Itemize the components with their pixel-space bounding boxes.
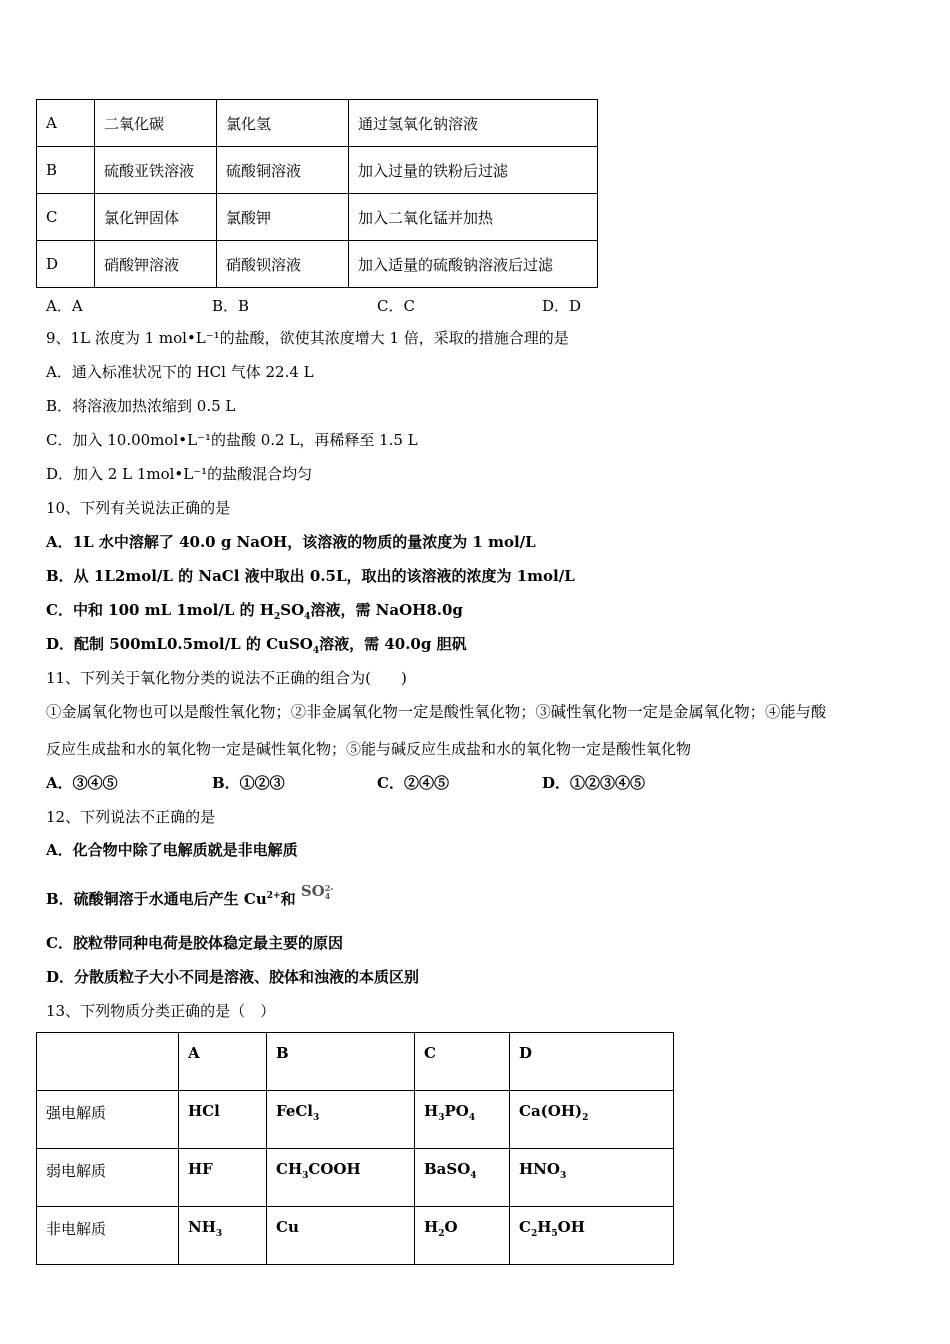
formula-cell xyxy=(415,1091,510,1149)
q12-option-c[interactable]: C．胶粒带同种电荷是胶体稳定最主要的原因 xyxy=(46,934,343,952)
formula-subscript: 3 xyxy=(559,1171,567,1181)
table-cell: 硝酸钾溶液 xyxy=(95,241,217,288)
q10-d-post: 溶液，需 40.0g 胆矾 xyxy=(319,635,467,653)
formula-cell xyxy=(510,1207,674,1265)
q8-option-c[interactable]: C．C xyxy=(377,297,415,315)
q11-option-c[interactable]: C．②④⑤ xyxy=(377,774,449,792)
formula-text: NH xyxy=(188,1218,216,1236)
table-cell: 加入过量的铁粉后过滤 xyxy=(349,147,598,194)
formula-cell xyxy=(510,1149,674,1207)
table-cell: 硫酸亚铁溶液 xyxy=(95,147,217,194)
q13-stem: 13、下列物质分类正确的是（ ） xyxy=(46,1002,276,1020)
table-header-cell xyxy=(37,1033,179,1091)
formula-text: HCl xyxy=(188,1102,220,1120)
q12-b-pre: B．硫酸铜溶于水通电后产生 Cu xyxy=(46,890,267,908)
table-row xyxy=(37,194,598,241)
q10-d-sub: 4 xyxy=(312,646,320,656)
table-row xyxy=(37,241,598,288)
table-header-cell: A xyxy=(179,1033,267,1091)
q8-option-a[interactable]: A．A xyxy=(46,297,83,315)
q11-stem: 11、下列关于氧化物分类的说法不正确的组合为( ) xyxy=(46,669,407,687)
q8-option-d[interactable]: D．D xyxy=(542,297,582,315)
q8-option-b[interactable]: B．B xyxy=(212,297,250,315)
formula-subscript: 2 xyxy=(582,1113,589,1123)
formula-cell xyxy=(179,1149,267,1207)
row-label: 强电解质 xyxy=(37,1091,179,1149)
formula-text: BaSO xyxy=(424,1160,471,1178)
q9-stem: 9、1L 浓度为 1 mol•L⁻¹的盐酸，欲使其浓度增大 1 倍，采取的措施合理的是 xyxy=(46,329,569,347)
table-cell: D xyxy=(37,241,95,288)
formula-subscript: 3 xyxy=(313,1113,320,1123)
formula-text: H xyxy=(424,1102,439,1120)
formula-subscript: 2 xyxy=(438,1229,445,1239)
q11-statements-line2: 反应生成盐和水的氧化物一定是碱性氧化物；⑤能与碱反应生成盐和水的氧化物一定是酸性氧化物 xyxy=(46,740,692,758)
q12-option-a[interactable]: A．化合物中除了电解质就是非电解质 xyxy=(46,841,298,859)
q12-option-d[interactable]: D．分散质粒子大小不同是溶液、胶体和浊液的本质区别 xyxy=(46,968,420,986)
formula-subscript: 5 xyxy=(551,1229,558,1239)
q9-option-c[interactable]: C．加入 10.00mol•L⁻¹的盐酸 0.2 L，再稀释至 1.5 L xyxy=(46,431,418,449)
classification-table xyxy=(36,1032,674,1265)
formula-cell xyxy=(179,1207,267,1265)
formula-subscript: 4 xyxy=(468,1113,476,1123)
q10-stem: 10、下列有关说法正确的是 xyxy=(46,499,231,517)
q10-d-pre: D．配制 500mL0.5mol/L 的 CuSO xyxy=(46,635,313,653)
table-cell: 氯化钾固体 xyxy=(95,194,217,241)
row-label: 弱电解质 xyxy=(37,1149,179,1207)
table-cell: A xyxy=(37,100,95,147)
formula-cell xyxy=(415,1149,510,1207)
q10-option-b[interactable]: B．从 1L2mol/L 的 NaCl 液中取出 0.5L，取出的该溶液的浓度为 1mol/L xyxy=(46,567,575,585)
q10-c-mid: SO xyxy=(280,601,305,619)
table-header-cell: B xyxy=(267,1033,415,1091)
table-cell: 通过氢氧化钠溶液 xyxy=(349,100,598,147)
formula-subscript: 2 xyxy=(530,1229,538,1239)
separation-table xyxy=(36,99,598,288)
formula-cell xyxy=(267,1207,415,1265)
q9-option-a[interactable]: A．通入标准状况下的 HCl 气体 22.4 L xyxy=(46,363,314,381)
row-label: 非电解质 xyxy=(37,1207,179,1265)
q10-option-c[interactable] xyxy=(46,600,463,627)
table-row xyxy=(37,100,598,147)
q12-stem: 12、下列说法不正确的是 xyxy=(46,808,216,826)
formula-subscript: 4 xyxy=(470,1171,477,1181)
table-cell: 加入二氧化锰并加热 xyxy=(349,194,598,241)
formula-text: PO xyxy=(444,1102,469,1120)
formula-text: CH xyxy=(276,1160,303,1178)
table-row xyxy=(37,1149,674,1207)
formula-text: OH xyxy=(557,1218,585,1236)
formula-text: HF xyxy=(188,1160,213,1178)
table-header-cell: C xyxy=(415,1033,510,1091)
q11-option-a[interactable]: A．③④⑤ xyxy=(46,774,118,792)
table-row xyxy=(37,1207,674,1265)
table-cell: 二氧化碳 xyxy=(95,100,217,147)
q12-option-b[interactable] xyxy=(46,882,334,909)
q9-option-b[interactable]: B．将溶液加热浓缩到 0.5 L xyxy=(46,397,236,415)
formula-cell xyxy=(415,1207,510,1265)
formula-cell xyxy=(267,1091,415,1149)
q12-b-sup: 2+ xyxy=(266,891,281,901)
formula-subscript: 3 xyxy=(302,1171,309,1181)
sulfate-charge: 2- xyxy=(324,883,334,893)
sulfate-sub: 4 xyxy=(324,891,331,901)
q10-option-d[interactable] xyxy=(46,634,467,661)
sulfate-so: SO xyxy=(300,882,325,900)
table-header-cell: D xyxy=(510,1033,674,1091)
formula-cell xyxy=(510,1091,674,1149)
formula-text: FeCl xyxy=(276,1102,314,1120)
table-cell: B xyxy=(37,147,95,194)
q11-option-b[interactable]: B．①②③ xyxy=(212,774,285,792)
table-cell: 硫酸铜溶液 xyxy=(217,147,349,194)
formula-text: O xyxy=(444,1218,458,1236)
formula-text: Ca(OH) xyxy=(519,1102,583,1120)
table-cell: 加入适量的硫酸钠溶液后过滤 xyxy=(349,241,598,288)
table-header-row xyxy=(37,1033,674,1091)
formula-subscript: 3 xyxy=(215,1229,223,1239)
q11-option-d[interactable]: D．①②③④⑤ xyxy=(542,774,646,792)
q10-option-a[interactable]: A．1L 水中溶解了 40.0 g NaOH，该溶液的物质的量浓度为 1 mol/L xyxy=(46,533,536,551)
q12-b-mid: 和 xyxy=(280,890,296,908)
formula-text: COOH xyxy=(308,1160,361,1178)
q10-c-sub1: 2 xyxy=(274,612,281,622)
formula-cell xyxy=(267,1149,415,1207)
table-row xyxy=(37,147,598,194)
formula-cell xyxy=(179,1091,267,1149)
formula-text: H xyxy=(537,1218,552,1236)
formula-text: C xyxy=(519,1218,531,1236)
table-cell: C xyxy=(37,194,95,241)
q10-c-sub2: 4 xyxy=(304,612,311,622)
q10-c-post: 溶液，需 NaOH8.0g xyxy=(310,601,463,619)
table-cell: 氯酸钾 xyxy=(217,194,349,241)
q10-c-pre: C．中和 100 mL 1mol/L 的 H xyxy=(46,601,274,619)
q9-option-d[interactable]: D．加入 2 L 1mol•L⁻¹的盐酸混合均匀 xyxy=(46,465,313,483)
formula-text: Cu xyxy=(276,1218,299,1236)
table-cell: 硝酸钡溶液 xyxy=(217,241,349,288)
formula-subscript: 3 xyxy=(438,1113,445,1123)
q11-statements-line1: ①金属氧化物也可以是酸性氧化物；②非金属氧化物一定是酸性氧化物；③碱性氧化物一定是金属氧化物；④能与酸 xyxy=(46,703,827,721)
formula-text: HNO xyxy=(519,1160,560,1178)
table-row xyxy=(37,1091,674,1149)
sulfate-ion-formula xyxy=(301,882,334,900)
formula-text: H xyxy=(424,1218,439,1236)
table-cell: 氯化氢 xyxy=(217,100,349,147)
